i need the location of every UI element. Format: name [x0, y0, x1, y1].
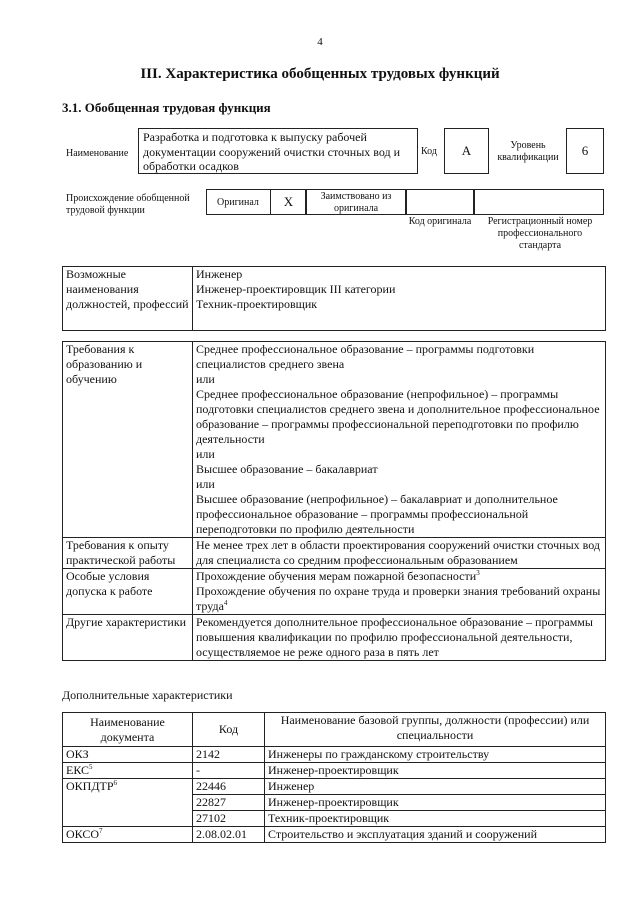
section-title: III. Характеристика обобщенных трудовых функций — [140, 66, 500, 82]
admission-value — [193, 569, 606, 615]
level-label: Уровень квалификации — [497, 140, 559, 163]
education-label: Требования к образованию и обучению — [63, 342, 193, 538]
experience-label: Требования к опыту практической работы — [63, 538, 193, 569]
code-label: Код — [421, 146, 437, 157]
footnote-ref: 3 — [476, 569, 480, 577]
subsection-title: 3.1. Обобщенная трудовая функция — [62, 100, 271, 115]
education-line: Высшее образование (непрофильное) – бакалавриат и дополнительное профессиональное образование – программы профессиональной переподготовки по профилю деятельности — [196, 492, 558, 536]
table-row: ОКСО$^7$ 2.08.02.01 Строительство и эксплуатация зданий и сооружений — [63, 827, 606, 843]
name-label: Наименование — [66, 148, 129, 159]
education-line: или — [196, 477, 215, 491]
origin-label: Происхождение обобщенной трудовой функции — [66, 193, 190, 216]
experience-value: Не менее трех лет в области проектирования сооружений очистки сточных вод для специалиста со средним профессиональным образованием — [193, 538, 606, 569]
original-mark: X — [270, 189, 306, 215]
admission-line: Прохождение обучения по охране труда и проверки знания требований охраны труда$^4$ — [196, 584, 601, 613]
borrowed-label: Заимствовано из оригинала — [306, 189, 406, 215]
education-line: Среднее профессиональное образование (непрофильное) – программы подготовки специалистов среднего звена и дополнительное профессиональное образование – программы профессиональной переподготовки по профилю деятельности — [196, 387, 600, 446]
education-line: Среднее профессиональное образование – программы подготовки специалистов среднего звена — [196, 342, 535, 371]
positions-label: Возможные наименования должностей, профессий — [63, 267, 193, 331]
admission-label: Особые условия допуска к работе — [63, 569, 193, 615]
admission-line: Прохождение обучения мерам пожарной безопасности$^3$ — [196, 569, 480, 583]
page-number: 4 — [317, 36, 323, 48]
table-row: ЕКС$^5$ - Инженер-проектировщик — [63, 763, 606, 779]
additional-heading: Дополнительные характеристики — [62, 688, 233, 702]
position-item: Инженер — [196, 267, 243, 281]
col-header-doc: Наименование документа — [63, 713, 193, 747]
requirements-table — [62, 341, 606, 661]
col-header-code: Код — [193, 713, 265, 747]
education-line: Высшее образование – бакалавриат — [196, 462, 378, 476]
table-row: 22827 Инженер-проектировщик — [63, 795, 606, 811]
table-row: 27102 Техник-проектировщик — [63, 811, 606, 827]
education-line: или — [196, 372, 215, 386]
reg-number-label: Регистрационный номер профессионального стандарта — [487, 216, 593, 251]
education-line: или — [196, 447, 215, 461]
position-item: Инженер-проектировщик III категории — [196, 282, 396, 296]
reg-number-cell — [474, 189, 604, 215]
additional-table — [62, 712, 606, 843]
position-item: Техник-проектировщик — [196, 297, 318, 311]
origin-code-label: Код оригинала — [408, 216, 472, 227]
col-header-name: Наименование базовой группы, должности (профессии) или специальности — [265, 713, 606, 747]
education-value — [193, 342, 606, 538]
function-name-value: Разработка и подготовка к выпуску рабочей документации сооружений очистки сточных вод и обработки осадков — [143, 130, 401, 173]
other-value: Рекомендуется дополнительное профессиональное образование – программы повышения квалификации по профилю профессиональной деятельности, осуществляемое не реже одного раза в пять лет — [193, 615, 606, 661]
origin-code-cell — [406, 189, 474, 215]
footnote-ref: 4 — [223, 599, 228, 607]
function-name-box — [138, 128, 418, 174]
positions-table — [62, 266, 606, 331]
level-value: 6 — [566, 128, 604, 174]
code-value: А — [444, 128, 489, 174]
other-label: Другие характеристики — [63, 615, 193, 661]
positions-list — [193, 267, 606, 331]
table-row: ОКЗ 2142 Инженеры по гражданскому строительству — [63, 747, 606, 763]
original-label: Оригинал — [217, 197, 259, 208]
table-row: ОКПДТР$^6$ 22446 Инженер — [63, 779, 606, 795]
